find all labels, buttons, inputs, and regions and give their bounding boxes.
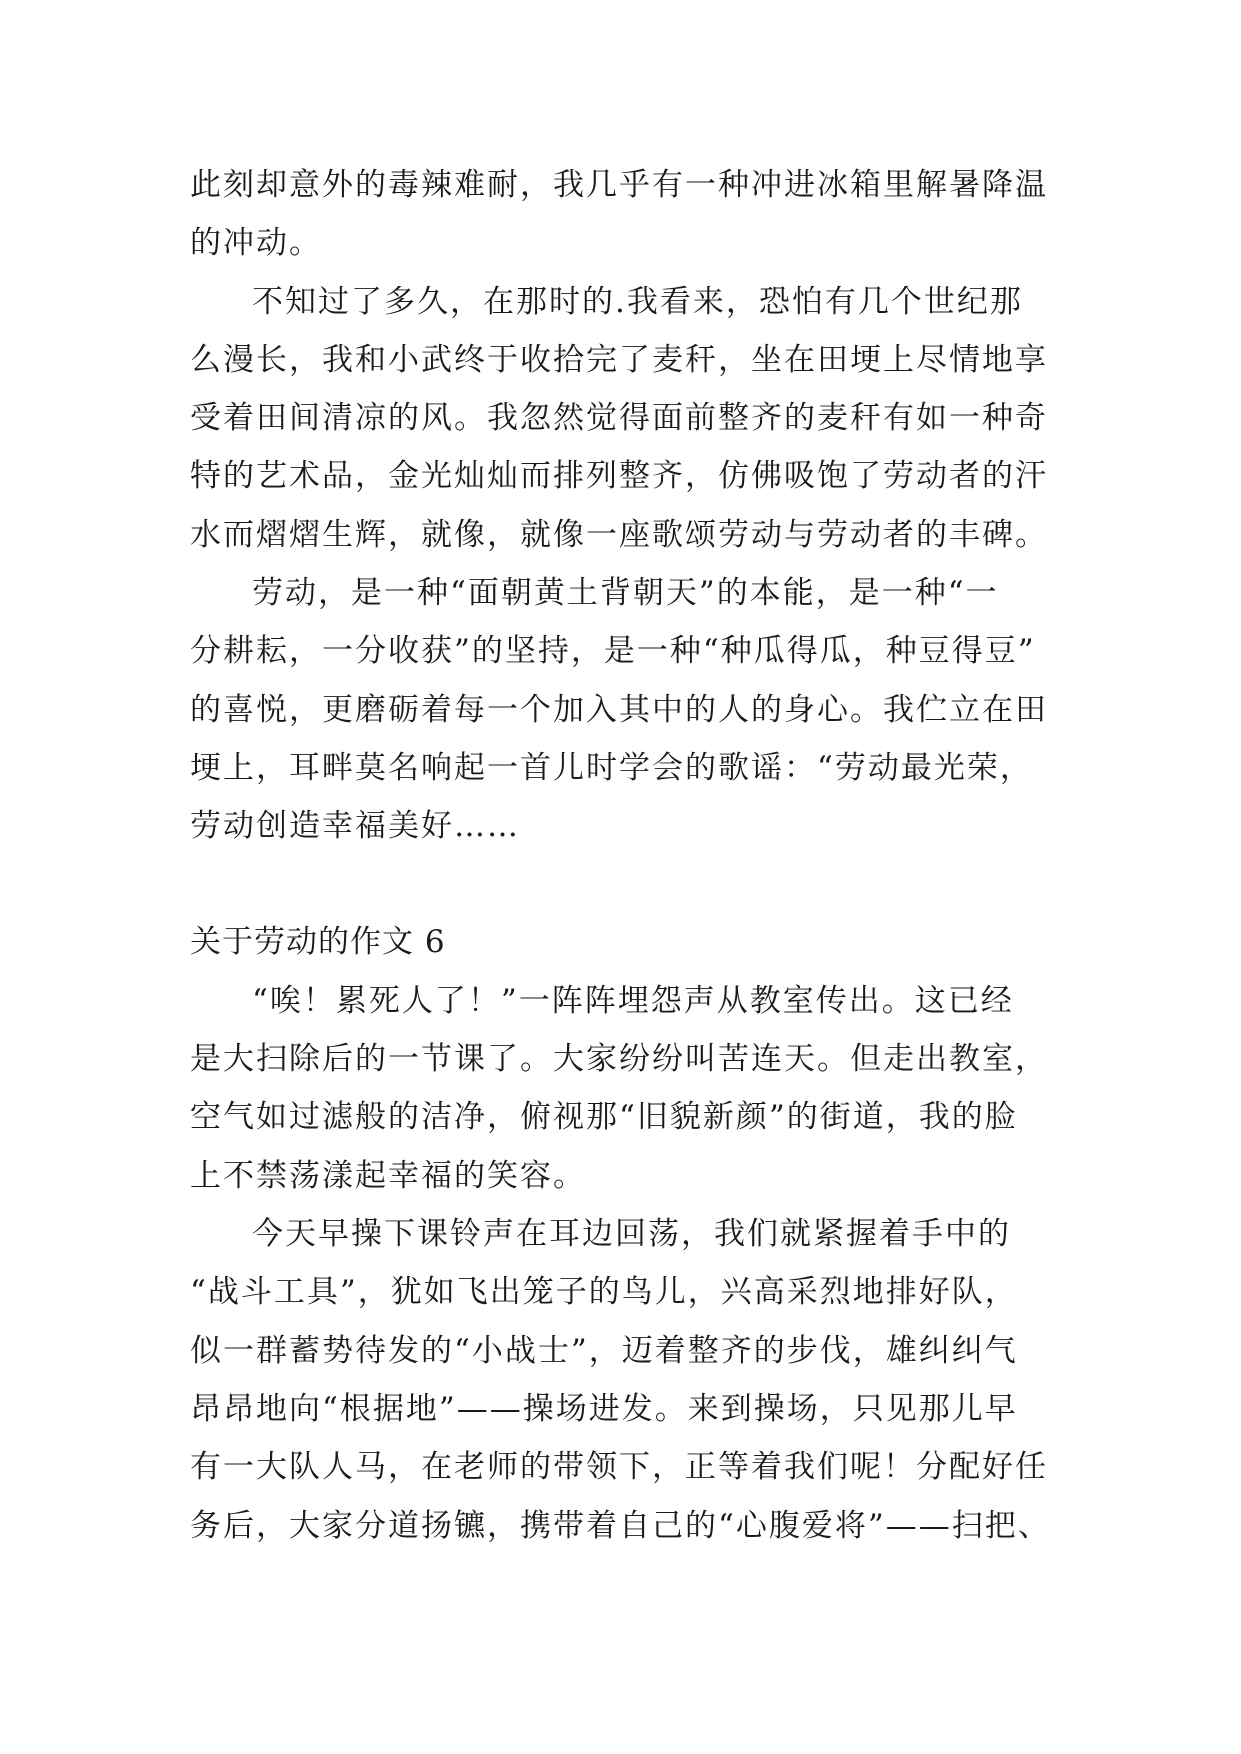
paragraph-3-line-4: 埂上，耳畔莫名响起一首儿时学会的歌谣：“劳动最光荣， bbox=[190, 750, 1033, 786]
section-title: 关于劳动的作文 6 bbox=[190, 924, 446, 960]
paragraph-3-line-5: 劳动创造幸福美好…… bbox=[190, 808, 520, 844]
paragraph-3-line-2: 分耕耘，一分收获”的坚持，是一种“种瓜得瓜，种豆得豆” bbox=[190, 633, 1036, 669]
paragraph-5-line-5: 有一大队人马，在老师的带领下，正等着我们呢！分配好任 bbox=[190, 1449, 1048, 1485]
paragraph-2-line-3: 受着田间清凉的风。我忽然觉得面前整齐的麦秆有如一种奇 bbox=[190, 400, 1048, 436]
paragraph-4-line-3: 空气如过滤般的洁净，俯视那“旧貌新颜”的街道，我的脸 bbox=[190, 1099, 1018, 1135]
paragraph-1-line-1: 此刻却意外的毒辣难耐，我几乎有一种冲进冰箱里解暑降温 bbox=[190, 167, 1048, 203]
paragraph-2-line-2: 么漫长，我和小武终于收拾完了麦秆，坐在田埂上尽情地享 bbox=[190, 342, 1048, 378]
paragraph-2-line-5: 水而熠熠生辉，就像，就像一座歌颂劳动与劳动者的丰碑。 bbox=[190, 517, 1048, 553]
paragraph-2-line-1: 不知过了多久，在那时的.我看来，恐怕有几个世纪那 bbox=[252, 284, 1023, 320]
paragraph-2-line-4: 特的艺术品，金光灿灿而排列整齐，仿佛吸饱了劳动者的汗 bbox=[190, 458, 1048, 494]
paragraph-1-line-2: 的冲动。 bbox=[190, 225, 322, 261]
paragraph-5-line-2: “战斗工具”，犹如飞出笼子的鸟儿，兴高采烈地排好队， bbox=[190, 1274, 1018, 1310]
paragraph-5-line-6: 务后，大家分道扬镳，携带着自己的“心腹爱将”——扫把、 bbox=[190, 1508, 1051, 1544]
paragraph-5-line-3: 似一群蓄势待发的“小战士”，迈着整齐的步伐，雄纠纠气 bbox=[190, 1333, 1018, 1369]
paragraph-4-line-4: 上不禁荡漾起幸福的笑容。 bbox=[190, 1158, 586, 1194]
paragraph-3-line-3: 的喜悦，更磨砺着每一个加入其中的人的身心。我伫立在田 bbox=[190, 692, 1048, 728]
paragraph-4-line-1: “唉！累死人了！”一阵阵埋怨声从教室传出。这已经 bbox=[252, 983, 1014, 1019]
paragraph-4-line-2: 是大扫除后的一节课了。大家纷纷叫苦连天。但走出教室， bbox=[190, 1041, 1048, 1077]
paragraph-3-line-1: 劳动，是一种“面朝黄土背朝天”的本能，是一种“一 bbox=[252, 575, 999, 611]
paragraph-5-line-1: 今天早操下课铃声在耳边回荡，我们就紧握着手中的 bbox=[252, 1216, 1011, 1252]
paragraph-5-line-4: 昂昂地向“根据地”——操场进发。来到操场，只见那儿早 bbox=[190, 1391, 1018, 1427]
